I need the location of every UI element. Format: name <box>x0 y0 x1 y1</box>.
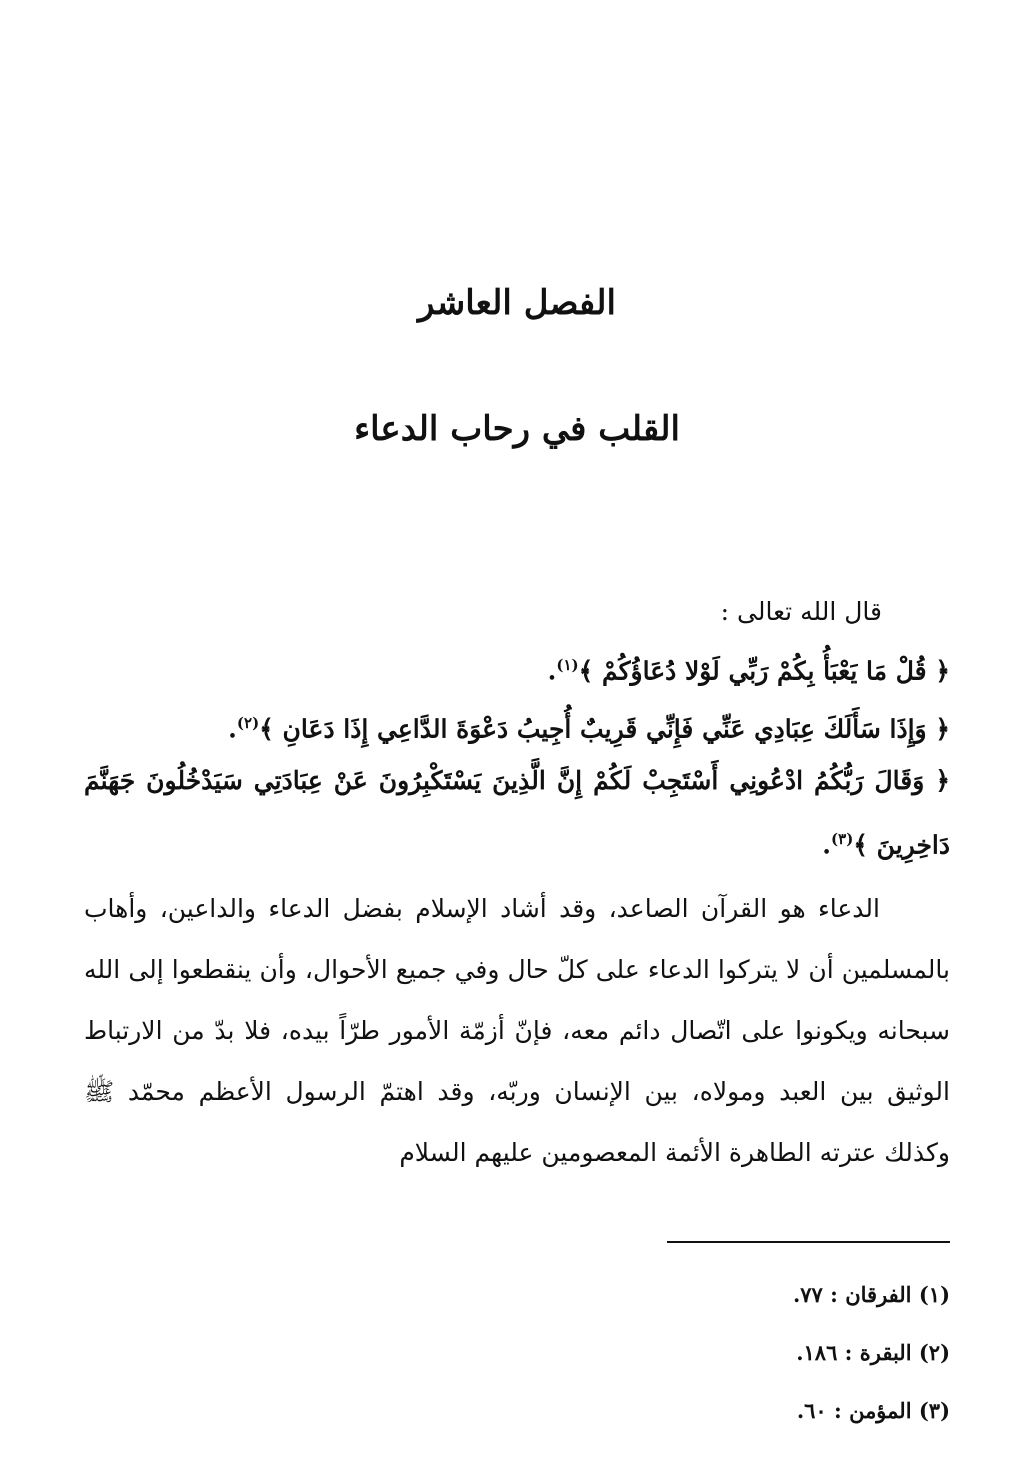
chapter-subtitle: القلب في رحاب الدعاء <box>354 409 680 449</box>
chapter-title: الفصل العاشر <box>418 283 616 323</box>
verse-text: وَقَالَ رَبُّكُمُ ادْعُونِي أَسْتَجِبْ لَكُمْ إِنَّ الَّذِينَ يَسْتَكْبِرُونَ عَنْ عِبَادَتِي سَيَدْخُلُونَ جَهَنَّمَ دَاخِرِينَ <box>84 766 950 860</box>
verse-open-bracket: ﴿ <box>935 656 950 686</box>
verse-open-bracket: ﴿ <box>935 714 950 744</box>
footnote-ref: (٢) <box>236 714 260 732</box>
body-paragraph: الدعاء هو القرآن الصاعد، وقد أشاد الإسلام بفضل الدعاء والداعين، وأهاب بالمسلمين أن لا يتركوا الدعاء على كلّ حال وفي جميع الأحوال، وأن ينقطعوا إلى الله سبحانه ويكونوا على اتّصال دائم معه، فإنّ أزمّة الأمور طرّاً بيده، فلا بدّ من الارتباط الوثيق بين العبد ومولاه، بين الإنسان وربّه، وقد اهتمّ الرسول الأعظم محمّد ﷺ وكذلك عترته الطاهرة الأئمة المعصومين عليهم السلام <box>84 894 950 1167</box>
body-text <box>84 588 950 1208</box>
footnote-ref: (٣) <box>831 830 854 848</box>
footnote-item: (١) الفرقان : ٧٧. <box>792 1282 950 1307</box>
quran-verse-1 <box>84 636 950 694</box>
verse-close-bracket: ﴾ <box>578 656 594 686</box>
verse-open-bracket: ﴿ <box>935 766 950 795</box>
verse-close-bracket: ﴾ <box>853 830 868 860</box>
verse-end: . <box>547 656 557 686</box>
footnote-item: (٢) البقرة : ١٨٦. <box>796 1340 950 1365</box>
verse-text: وَإِذَا سَأَلَكَ عِبَادِي عَنِّي فَإِنِّي قَرِيبٌ أُجِيبُ دَعْوَةَ الدَّاعِي إِذَا دَعَانِ <box>282 714 927 744</box>
footnote-divider <box>667 1241 950 1243</box>
verse-end: . <box>822 830 832 860</box>
verse-end: . <box>228 714 237 744</box>
verse-text: قُلْ مَا يَعْبَأُ بِكُمْ رَبِّي لَوْلا دُعَاؤُكُمْ <box>601 656 927 686</box>
verse-intro: قال الله تعالى : <box>720 597 882 626</box>
quran-verse-3 <box>84 752 950 868</box>
footnotes <box>84 1275 950 1449</box>
footnote-item: (٣) المؤمن : ٦٠. <box>796 1398 950 1423</box>
footnote-ref: (١) <box>556 656 579 674</box>
quran-verse-2 <box>84 694 950 752</box>
verse-close-bracket: ﴾ <box>259 714 274 744</box>
